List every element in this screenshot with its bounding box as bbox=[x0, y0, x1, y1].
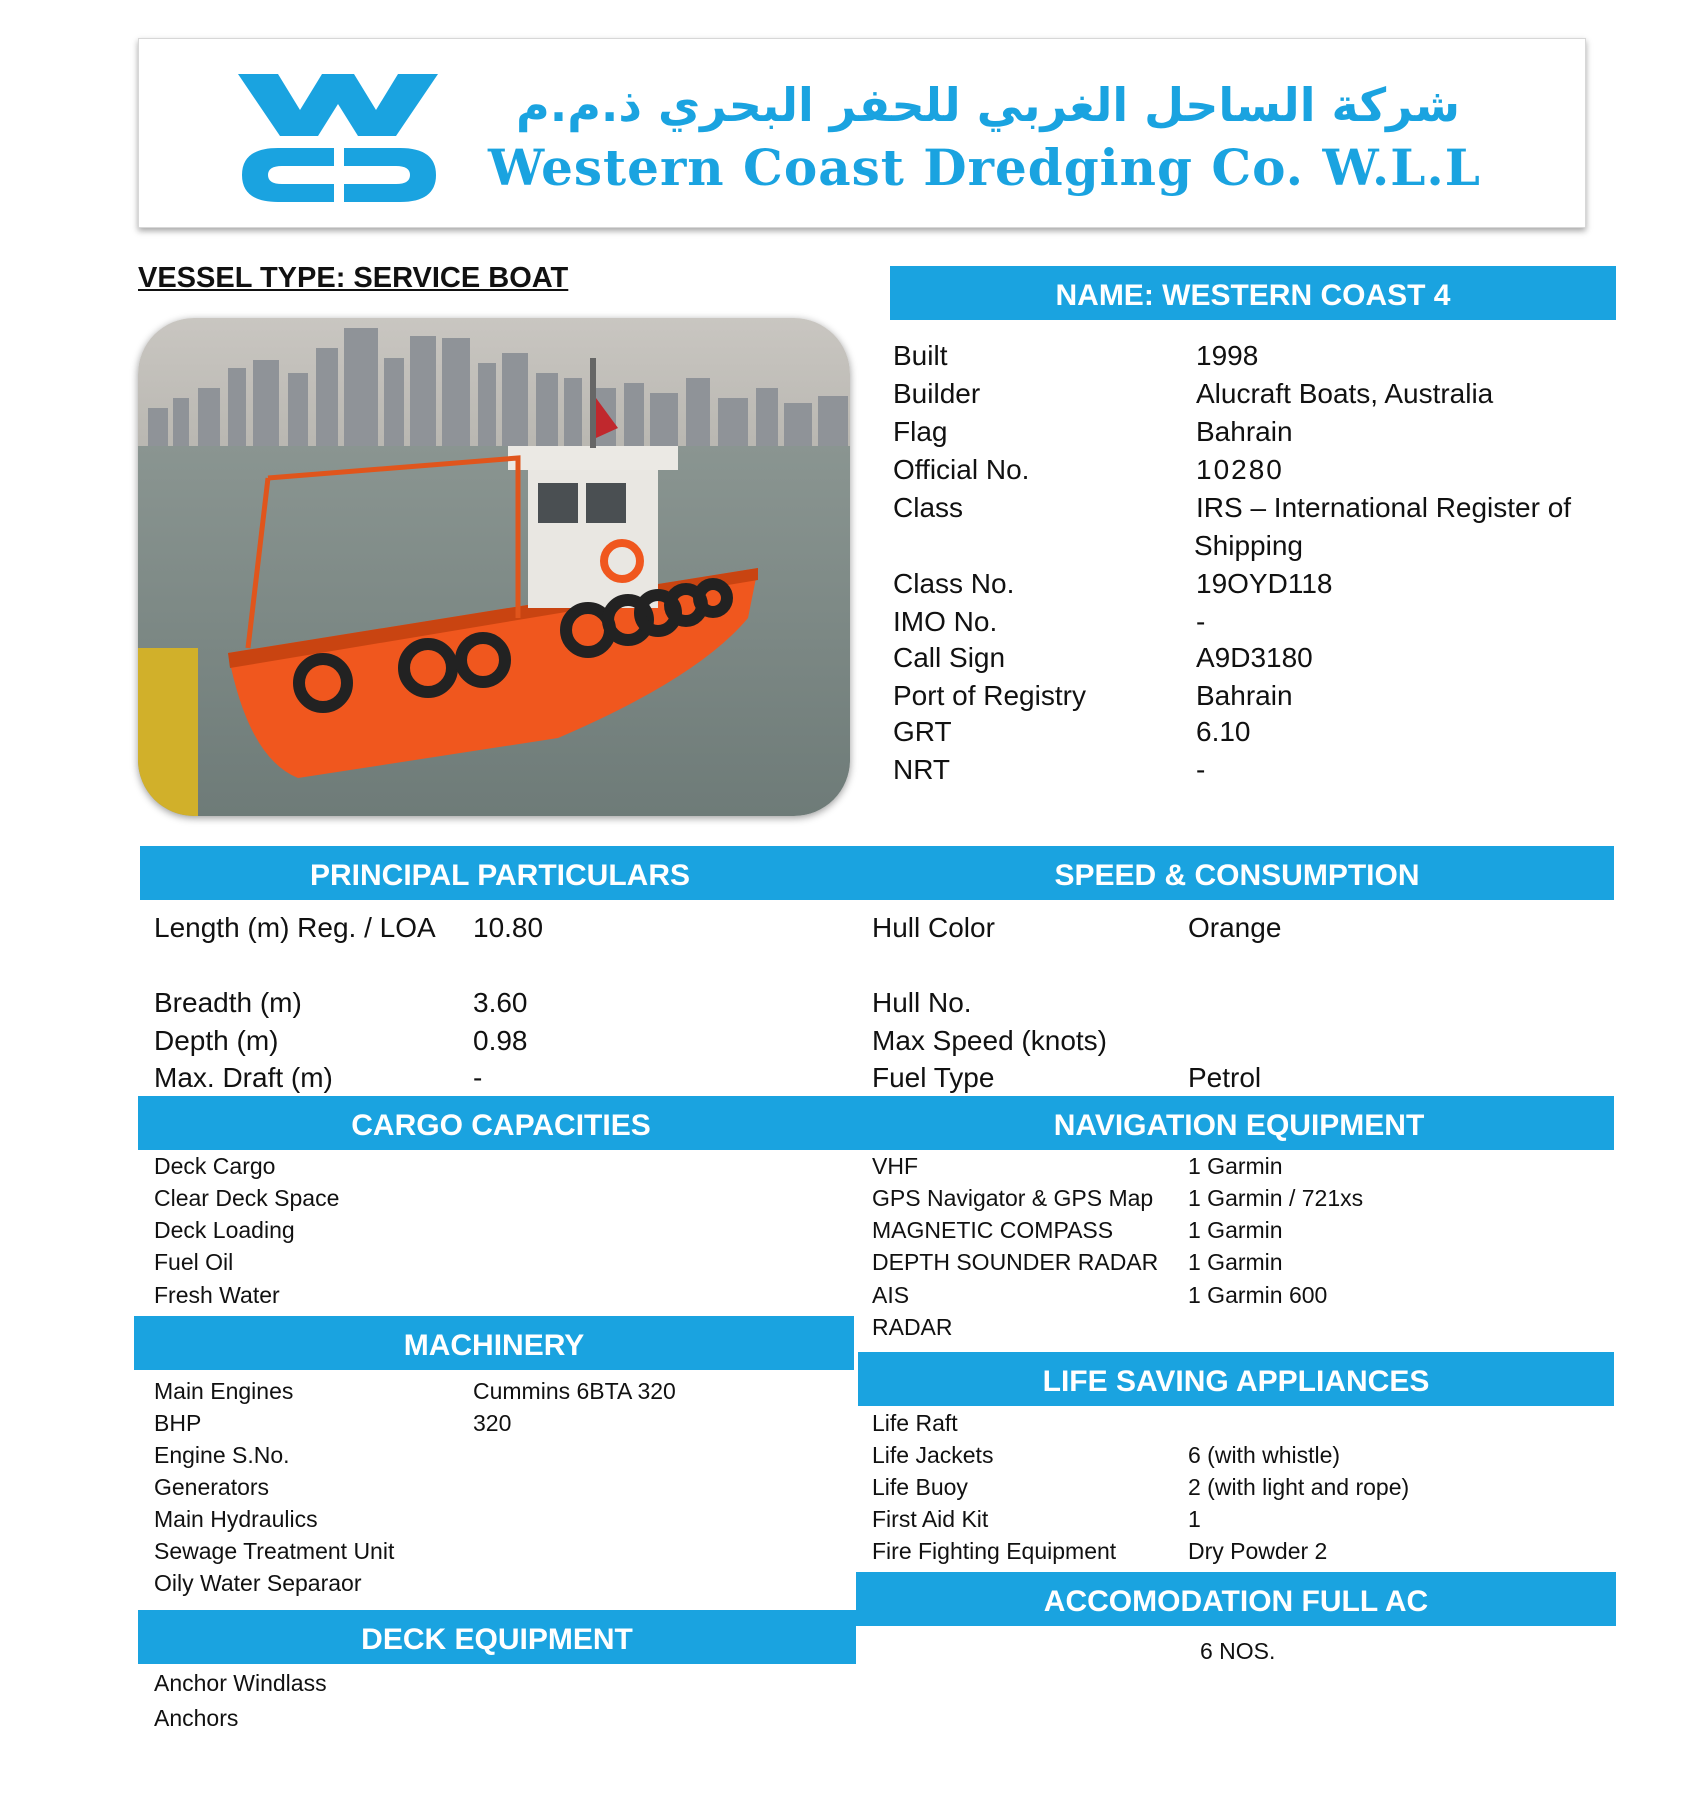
spec-value-class-cont: Shipping bbox=[1194, 530, 1303, 561]
spec-label-class-no: Class No. bbox=[893, 568, 1015, 599]
accommodation-header: ACCOMODATION FULL AC bbox=[856, 1572, 1616, 1626]
machinery-header: MACHINERY bbox=[134, 1316, 854, 1370]
life-saving-label: Life Raft bbox=[872, 1410, 958, 1436]
life-saving-value: 6 (with whistle) bbox=[1188, 1442, 1341, 1468]
principal-value-depth: 0.98 bbox=[473, 1025, 528, 1056]
nav-label: AIS bbox=[872, 1282, 910, 1308]
spec-value-official-no: 10280 bbox=[1196, 454, 1284, 485]
spec-label-flag: Flag bbox=[893, 416, 948, 447]
speed-label-hull-no: Hull No. bbox=[872, 987, 972, 1018]
nav-value: 1 Garmin bbox=[1188, 1217, 1283, 1243]
deck-equipment-row: Anchor Windlass bbox=[154, 1670, 327, 1696]
spec-value-builder: Alucraft Boats, Australia bbox=[1196, 378, 1494, 409]
life-saving-label: Fire Fighting Equipment bbox=[872, 1538, 1117, 1564]
nav-label: GPS Navigator & GPS Map bbox=[872, 1185, 1154, 1211]
principal-value-breadth: 3.60 bbox=[473, 987, 528, 1018]
nav-label: VHF bbox=[872, 1153, 918, 1179]
spec-label-built: Built bbox=[893, 340, 948, 371]
machinery-label: BHP bbox=[154, 1410, 202, 1436]
cargo-row: Clear Deck Space bbox=[154, 1185, 340, 1211]
deck-equipment-row: Anchors bbox=[154, 1705, 239, 1731]
principal-label-max-draft: Max. Draft (m) bbox=[154, 1062, 333, 1093]
life-saving-value: Dry Powder 2 bbox=[1188, 1538, 1328, 1564]
speed-label-fuel-type: Fuel Type bbox=[872, 1062, 995, 1093]
spec-value-class: IRS – International Register of bbox=[1196, 492, 1572, 523]
nav-value: 1 Garmin bbox=[1188, 1249, 1283, 1275]
principal-label-length: Length (m) Reg. / LOA bbox=[154, 912, 436, 943]
life-saving-label: Life Jackets bbox=[872, 1442, 994, 1468]
nav-value: 1 Garmin / 721xs bbox=[1188, 1185, 1364, 1211]
spec-label-call-sign: Call Sign bbox=[893, 642, 1006, 673]
speed-label-max-speed: Max Speed (knots) bbox=[872, 1025, 1107, 1056]
machinery-label: Engine S.No. bbox=[154, 1442, 290, 1468]
spec-value-grt: 6.10 bbox=[1196, 716, 1251, 747]
machinery-label: Generators bbox=[154, 1474, 270, 1500]
spec-label-imo-no: IMO No. bbox=[893, 606, 998, 637]
machinery-label: Sewage Treatment Unit bbox=[154, 1538, 395, 1564]
spec-value-class-no: 19OYD118 bbox=[1196, 568, 1333, 599]
spec-value-nrt: - bbox=[1196, 754, 1206, 785]
accommodation-value: 6 NOS. bbox=[1200, 1638, 1276, 1664]
spec-label-grt: GRT bbox=[893, 716, 952, 747]
cargo-row: Deck Cargo bbox=[154, 1153, 276, 1179]
vessel-photo bbox=[138, 318, 850, 816]
life-saving-value: 1 bbox=[1188, 1506, 1201, 1532]
spec-value-imo-no: - bbox=[1196, 606, 1206, 637]
spec-label-class: Class bbox=[893, 492, 964, 523]
cargo-capacities-header: CARGO CAPACITIES bbox=[138, 1096, 864, 1150]
life-saving-header: LIFE SAVING APPLIANCES bbox=[858, 1352, 1614, 1406]
company-english-name: Western Coast Dredging Co. W.L.L bbox=[488, 138, 1481, 197]
nav-label: RADAR bbox=[872, 1314, 953, 1340]
cargo-row: Fuel Oil bbox=[154, 1249, 234, 1275]
speed-value-fuel-type: Petrol bbox=[1188, 1062, 1262, 1093]
navigation-equipment-header: NAVIGATION EQUIPMENT bbox=[864, 1096, 1614, 1150]
speed-consumption-header: SPEED & CONSUMPTION bbox=[860, 846, 1614, 900]
speed-label-hull-color: Hull Color bbox=[872, 912, 995, 943]
principal-particulars-header: PRINCIPAL PARTICULARS bbox=[140, 846, 860, 900]
company-logo-icon bbox=[238, 72, 438, 202]
spec-label-nrt: NRT bbox=[893, 754, 951, 785]
deck-equipment-header: DECK EQUIPMENT bbox=[138, 1610, 856, 1664]
principal-value-length: 10.80 bbox=[473, 912, 544, 943]
cargo-row: Deck Loading bbox=[154, 1217, 295, 1243]
life-saving-label: Life Buoy bbox=[872, 1474, 968, 1500]
spec-value-call-sign: A9D3180 bbox=[1196, 642, 1313, 673]
spec-label-port-of-registry: Port of Registry bbox=[893, 680, 1086, 711]
spec-label-builder: Builder bbox=[893, 378, 981, 409]
machinery-label: Oily Water Separaor bbox=[154, 1570, 362, 1596]
vessel-type-heading: VESSEL TYPE: SERVICE BOAT bbox=[138, 262, 569, 294]
principal-label-breadth: Breadth (m) bbox=[154, 987, 302, 1018]
cargo-row: Fresh Water bbox=[154, 1282, 280, 1308]
speed-value-hull-color: Orange bbox=[1188, 912, 1282, 943]
spec-label-official-no: Official No. bbox=[893, 454, 1030, 485]
spec-value-port-of-registry: Bahrain bbox=[1196, 680, 1293, 711]
vessel-name-header: NAME: WESTERN COAST 4 bbox=[890, 266, 1616, 320]
spec-value-built: 1998 bbox=[1196, 340, 1259, 371]
nav-label: DEPTH SOUNDER RADAR bbox=[872, 1249, 1159, 1275]
nav-value: 1 Garmin 600 bbox=[1188, 1282, 1328, 1308]
principal-label-depth: Depth (m) bbox=[154, 1025, 279, 1056]
machinery-label: Main Hydraulics bbox=[154, 1506, 318, 1532]
life-saving-label: First Aid Kit bbox=[872, 1506, 989, 1532]
life-saving-value: 2 (with light and rope) bbox=[1188, 1474, 1410, 1500]
vessel-photo-illustration bbox=[138, 318, 850, 816]
company-arabic-name: شركة الساحل الغربي للحفر البحري ذ.م.م bbox=[516, 78, 1460, 132]
nav-label: MAGNETIC COMPASS bbox=[872, 1217, 1114, 1243]
machinery-value: Cummins 6BTA 320 bbox=[473, 1378, 676, 1404]
spec-value-flag: Bahrain bbox=[1196, 416, 1293, 447]
machinery-label: Main Engines bbox=[154, 1378, 294, 1404]
nav-value: 1 Garmin bbox=[1188, 1153, 1283, 1179]
principal-value-max-draft: - bbox=[473, 1062, 483, 1093]
machinery-value: 320 bbox=[473, 1410, 512, 1436]
